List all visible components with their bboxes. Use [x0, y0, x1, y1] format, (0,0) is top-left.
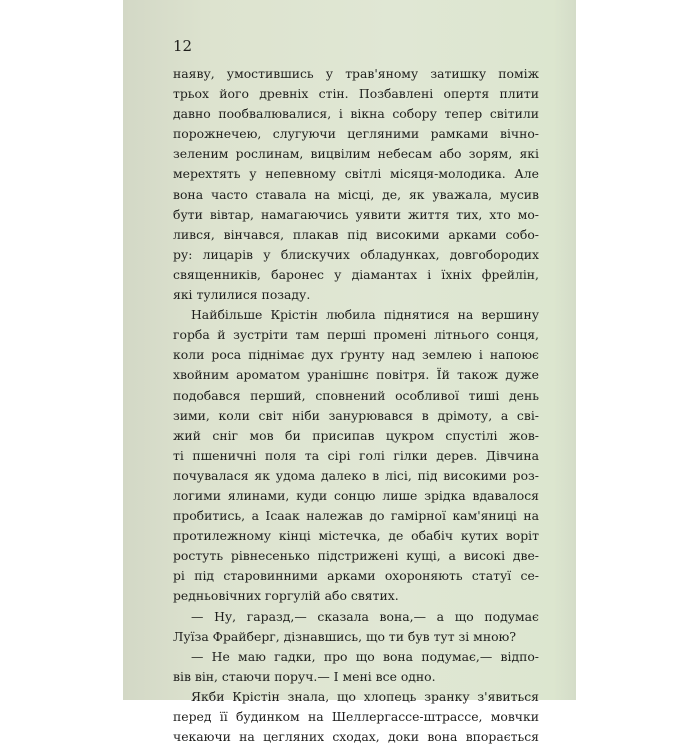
text-line: Якби Крістін знала, що хлопець зранку з'явиться [191, 688, 539, 704]
text-line: рі під старовинними арками охороняють статуї се- [173, 568, 539, 584]
text-line: ру: лицарів у блискучих обладунках, довгобородих [173, 246, 539, 262]
text-line: подобався перший, сповнений особливої тиші день [173, 387, 539, 403]
body-text [173, 64, 539, 747]
text-line: Луїза Фрайберг, дізнавшись, що ти був тут зі мною? [173, 628, 516, 644]
text-line: протилежному кінці містечка, де обабіч кутих воріт [173, 528, 539, 544]
text-line: почувалася як удома далеко в лісі, під високими роз- [173, 467, 539, 483]
text-line: коли роса піднімає дух ґрунту над землею і напоює [173, 347, 539, 363]
book-page [123, 0, 576, 745]
paragraph [173, 687, 539, 747]
text-line: логими ялинами, куди сонцю лише зрідка вдавалося [173, 487, 539, 503]
paragraph [173, 607, 539, 647]
text-line: вона часто ставала на місці, де, як уважала, мусив [173, 186, 539, 202]
text-line: зими, коли світ ніби занурювався в дрімоту, а сві- [173, 407, 539, 423]
text-line: хвойним ароматом уранішнє повітря. Їй також дуже [173, 367, 539, 383]
text-line: бути вівтар, намагаючись уявити життя тих, хто мо- [173, 206, 539, 222]
text-line: — Не маю гадки, про що вона подумає,— відпо- [191, 648, 539, 664]
text-line: ростуть рівнесенько підстрижені кущі, а високі две- [173, 548, 539, 564]
text-line: вів він, стаючи поруч.— І мені все одно. [173, 668, 436, 684]
text-line: які тулилися позаду. [173, 287, 311, 303]
paragraph [173, 64, 539, 305]
text-line: Найбільше Крістін любила піднятися на вершину [191, 307, 539, 323]
text-line: наяву, умостившись у трав'яному затишку поміж [173, 66, 539, 81]
paragraph [173, 305, 539, 606]
page-number: 12 [173, 37, 193, 55]
text-line: порожнечею, слугуючи цегляними рамками вічно- [173, 126, 539, 142]
text-line: — Ну, гаразд,— сказала вона,— а що подумає [191, 608, 539, 624]
text-line: горба й зустріти там перші промені літнього сонця, [173, 327, 539, 343]
text-line: чекаючи на цегляних сходах, доки вона впорається [173, 729, 539, 745]
text-line: зеленим рослинам, вицвілим небесам або зорям, які [173, 146, 539, 162]
text-line: редньовічних горгулій або святих. [173, 588, 399, 604]
text-line: лився, вінчався, плакав під високими арками собо- [173, 226, 539, 242]
text-line: жий сніг мов би присипав цукром спустілі жов- [173, 427, 539, 443]
text-line: священників, баронес у діамантах і їхніх фрейлін, [173, 266, 539, 282]
paragraph [173, 647, 539, 687]
text-line: ті пшеничні поля та сірі голі гілки дерев. Дівчина [173, 447, 539, 463]
text-line: пробитись, а Ісаак належав до гамірної кам'яниці на [173, 508, 539, 524]
text-line: давно пообвалювалися, і вікна собору тепер світили [173, 106, 539, 122]
text-line: трьох його древніх стін. Позбавлені опертя плити [173, 86, 539, 102]
text-line: мерехтять у непевному світлі місяця-молодика. Але [173, 166, 539, 182]
text-line: перед її будинком на Шеллергассе-штрассе, мовчки [173, 709, 539, 724]
